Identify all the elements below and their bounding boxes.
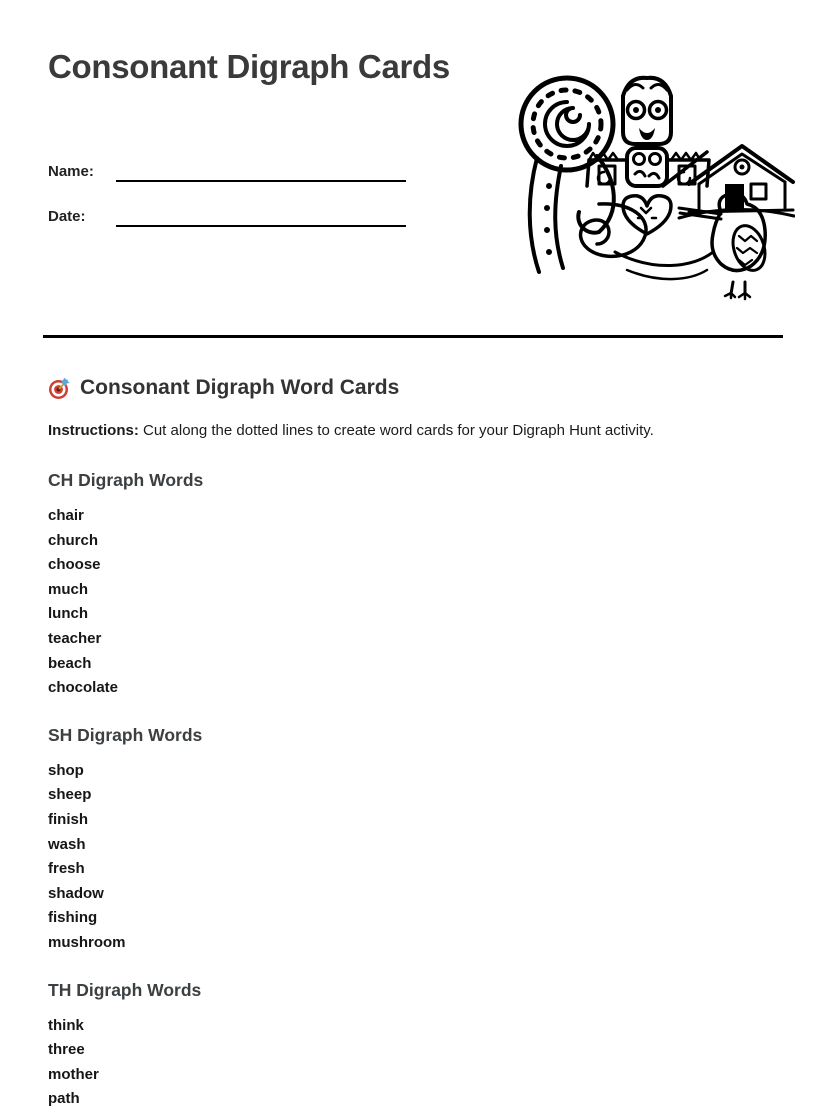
word-item: fishing bbox=[48, 909, 98, 927]
word-item: much bbox=[48, 580, 89, 598]
date-label: Date: bbox=[48, 208, 86, 225]
dartboard-icon bbox=[48, 377, 71, 400]
name-field-row bbox=[48, 158, 408, 182]
date-field-row bbox=[48, 203, 408, 227]
word-item: shadow bbox=[48, 884, 104, 902]
section-heading bbox=[48, 374, 780, 402]
date-line bbox=[116, 203, 406, 227]
document-header bbox=[0, 0, 828, 338]
word-list-ch bbox=[48, 504, 780, 701]
word-item: mother bbox=[48, 1065, 99, 1083]
word-cards-section bbox=[0, 374, 828, 1112]
word-item: shop bbox=[48, 761, 84, 779]
word-list-sh bbox=[48, 759, 780, 956]
word-item: chocolate bbox=[48, 679, 119, 697]
word-item: choose bbox=[48, 556, 101, 574]
word-item: chair bbox=[48, 507, 84, 524]
word-item: sheep bbox=[48, 786, 92, 804]
word-item: path bbox=[48, 1090, 80, 1108]
group-heading-th: TH Digraph Words bbox=[48, 979, 202, 1000]
word-item: mushroom bbox=[48, 933, 126, 951]
group-heading-ch: CH Digraph Words bbox=[48, 470, 204, 490]
word-item: church bbox=[48, 531, 99, 549]
word-item: fresh bbox=[48, 860, 85, 878]
word-item: three bbox=[48, 1041, 85, 1059]
instructions-body: Cut along the dotted lines to create word cards for your Digraph Hunt activity. bbox=[138, 422, 654, 439]
name-line bbox=[116, 158, 406, 182]
maori-illustration bbox=[503, 56, 795, 304]
word-item: lunch bbox=[48, 605, 88, 623]
instructions-text bbox=[48, 420, 780, 442]
name-label: Name: bbox=[48, 163, 94, 180]
word-item: teacher bbox=[48, 629, 102, 647]
group-heading-sh: SH Digraph Words bbox=[48, 724, 203, 745]
section-heading-text: Consonant Digraph Word Cards bbox=[80, 376, 400, 399]
word-list-th bbox=[48, 1014, 780, 1112]
instructions-label: Instructions: bbox=[48, 422, 139, 439]
word-item: think bbox=[48, 1016, 84, 1034]
word-item: finish bbox=[48, 810, 88, 828]
section-divider bbox=[43, 335, 783, 338]
word-item: wash bbox=[48, 835, 86, 853]
word-item: beach bbox=[48, 654, 92, 672]
page-title: Consonant Digraph Cards bbox=[48, 48, 450, 85]
